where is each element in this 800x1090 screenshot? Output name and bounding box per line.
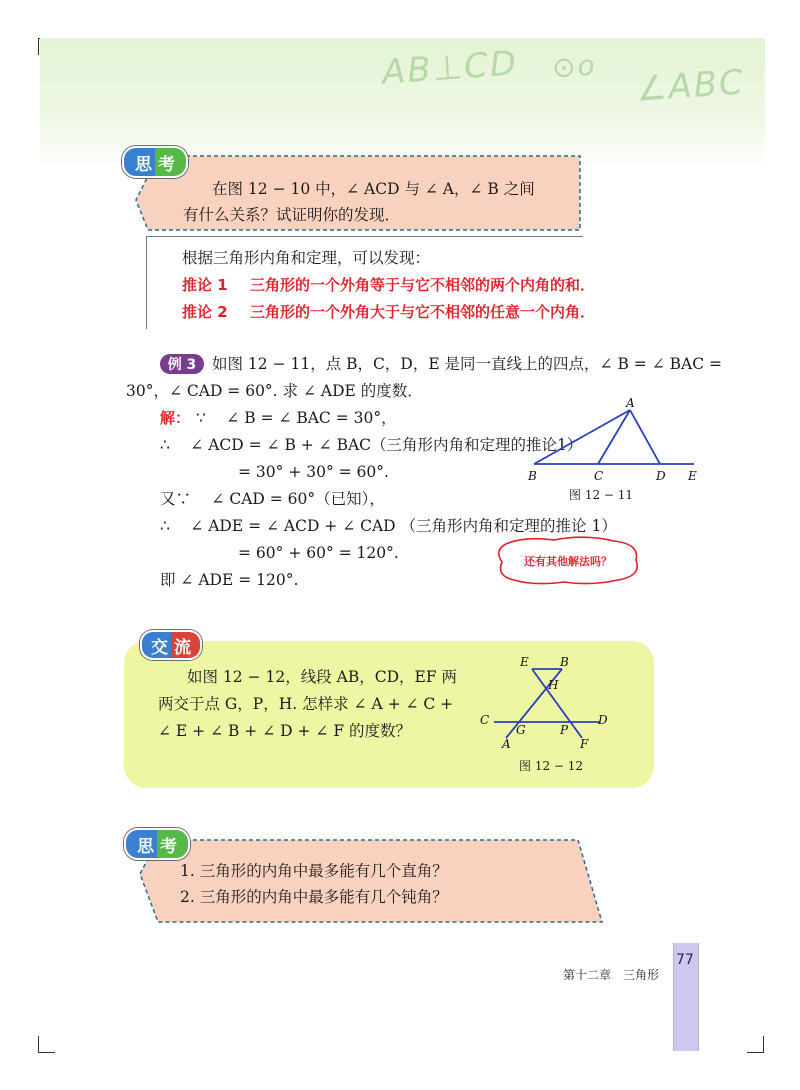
corollary-2-text: 三角形的一个外角大于与它不相邻的任意一个内角．	[250, 303, 596, 321]
corollary-1-label: 推论 1	[182, 276, 228, 294]
think2-question-1: 1. 三角形的内角中最多能有几个直角？	[180, 862, 448, 880]
point-label-E: E	[688, 469, 697, 483]
exchange-line-1: 如图 12 − 12，线段 AB，CD，EF 两	[187, 668, 458, 686]
think-badge-char-2: 考	[158, 154, 175, 175]
exchange-badge-char-1: 交	[151, 637, 168, 658]
example-line-1: 如图 12 − 11，点 B，C，D，E 是同一直线上的四点，∠ B = ∠ BAC =	[212, 355, 722, 373]
point-label-D: D	[656, 469, 666, 483]
solution-label: 解：	[160, 409, 191, 427]
point-label-B: B	[528, 469, 537, 483]
point-label-A: A	[626, 398, 635, 410]
solution-line-5: ∴ ∠ ADE = ∠ ACD + ∠ CAD （三角形内角和定理的推论 1）	[160, 517, 617, 535]
crop-mark-bottom-left	[38, 1036, 55, 1053]
point-label-D: D	[598, 713, 608, 727]
figure-12-12	[476, 652, 626, 752]
point-label-C: C	[480, 713, 490, 727]
think-badge-2	[124, 828, 190, 860]
corollary-1-text: 三角形的一个外角等于与它不相邻的两个内角的和．	[250, 276, 596, 294]
segment-AB	[534, 410, 630, 464]
corollary-intro: 根据三角形内角和定理，可以发现：	[182, 249, 431, 267]
chapter-title: 第十二章 三角形	[563, 968, 660, 982]
page-number: 77	[676, 952, 694, 968]
think-badge-2-char-1: 思	[137, 836, 154, 857]
point-label-P: P	[560, 723, 569, 737]
think2-question-2: 2. 三角形的内角中最多能有几个钝角？	[180, 888, 448, 906]
solution-line-1: ∵ ∠ B = ∠ BAC = 30°，	[196, 409, 397, 427]
point-label-A: A	[502, 737, 511, 751]
think1-line-1: 在图 12 − 10 中，∠ ACD 与 ∠ A，∠ B 之间	[212, 180, 535, 198]
figure-12-12-caption: 图 12 − 12	[519, 759, 584, 773]
segment-AD	[630, 410, 660, 464]
point-label-H: H	[548, 678, 559, 692]
think-badge-1	[122, 146, 188, 178]
point-label-F: F	[580, 737, 589, 751]
solution-line-4: 又∵ ∠ CAD = 60°（已知），	[160, 490, 385, 508]
example-line-2: 30°，∠ CAD = 60°. 求 ∠ ADE 的度数．	[126, 382, 423, 400]
example-badge: 例 3	[160, 354, 204, 374]
banner-text-1: AB⊥CD	[380, 43, 520, 93]
solution-line-7: 即 ∠ ADE = 120°.	[160, 571, 299, 589]
solution-line-2: ∴ ∠ ACD = ∠ B + ∠ BAC（三角形内角和定理的推论1）	[160, 436, 583, 454]
question-bubble-text: 还有其他解法吗？	[524, 555, 612, 568]
point-label-C: C	[594, 469, 604, 483]
point-label-B: B	[560, 655, 569, 669]
think-badge-2-char-2: 考	[160, 836, 177, 857]
solution-line-6: = 60° + 60° = 120°.	[238, 544, 399, 562]
think1-line-2: 有什么关系？试证明你的发现．	[183, 206, 401, 224]
point-label-E: E	[520, 655, 529, 669]
exchange-badge	[140, 630, 202, 660]
exchange-line-2: 两交于点 G，P，H. 怎样求 ∠ A + ∠ C +	[158, 695, 454, 713]
exchange-badge-char-2: 流	[174, 637, 191, 658]
banner-text-3: ∠ABC	[634, 62, 747, 110]
corollary-2-label: 推论 2	[182, 303, 228, 321]
think-badge-char-1: 思	[135, 154, 152, 175]
crop-mark-bottom-right	[747, 1036, 764, 1053]
exchange-line-3: ∠ E + ∠ B + ∠ D + ∠ F 的度数？	[158, 722, 411, 740]
point-label-G: G	[516, 723, 526, 737]
solution-line-3: = 30° + 30° = 60°.	[238, 463, 389, 481]
figure-12-11-caption: 图 12 − 11	[569, 488, 634, 502]
banner-text-2: ⊙o	[550, 48, 598, 85]
